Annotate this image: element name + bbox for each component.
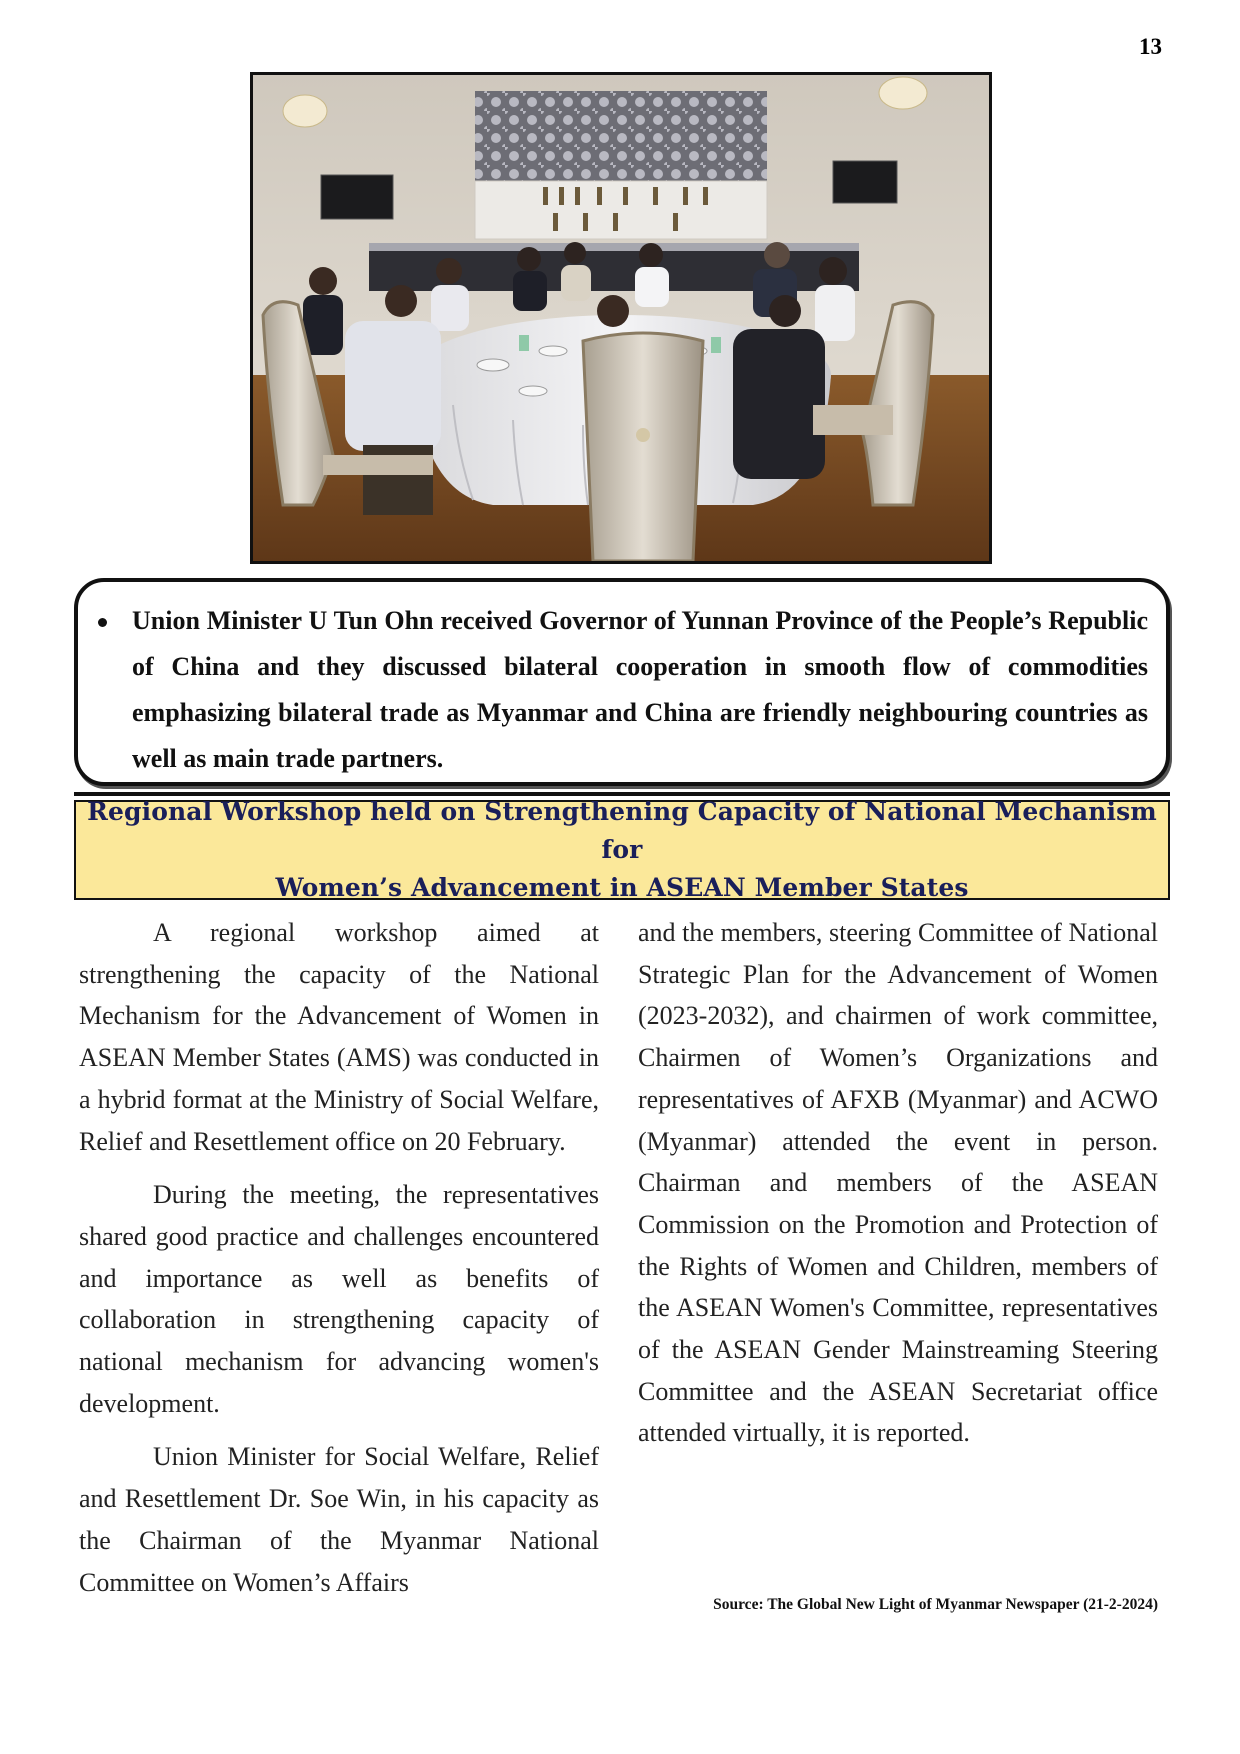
page-number: 13 <box>1139 34 1162 59</box>
article-title-line-1: Regional Workshop held on Strengthening Capacity of National Mechanism for <box>87 797 1157 864</box>
dinner-meeting-illustration <box>253 75 989 561</box>
article-paragraph: Union Minister for Social Welfare, Relief and Resettlement Dr. Soe Win, in his capacity as the Chairman of the Myanmar National Committee on Women’s Affairs <box>79 1442 599 1597</box>
source-credit: Source: The Global New Light of Myanmar Newspaper (21-2-2024) <box>713 1596 1158 1613</box>
article-title <box>76 793 1168 907</box>
meeting-photo <box>250 72 992 564</box>
callout-text: Union Minister U Tun Ohn received Governor of Yunnan Province of the People’s Republic of China and they discussed bilateral cooperation in smooth flow of commodities emphasizing bilateral trade as Myanmar and China are friendly neighbouring countries as well as main trade partners. <box>132 606 1148 773</box>
summary-callout-box <box>74 578 1170 786</box>
bullet-icon <box>98 618 107 627</box>
article-paragraph: and the members, steering Committee of National Strategic Plan for the Advancement of Women (2023-2032), and chairmen of work committee, Chairmen of Women’s Organizations and representatives of AFXB (Myanmar) and ACWO (Myanmar) attended the event in person. Chairman and members of the ASEAN Commission on the Promotion and Protection of the Rights of Women and Children, members of the ASEAN Women's Committee, representatives of the ASEAN Gender Mainstreaming Steering Committee and the ASEAN Secretariat office attended virtually, it is reported. <box>638 918 1158 1448</box>
article-left-column <box>79 912 599 1603</box>
article-heading-box <box>74 797 1170 902</box>
article-paragraph: A regional workshop aimed at strengthening the capacity of the National Mechanism for the Advancement of Women in ASEAN Member States (AMS) was conducted in a hybrid format at the Ministry of Social Welfare, Relief and Resettlement office on 20 February. <box>79 918 599 1156</box>
article-right-column <box>638 912 1158 1454</box>
article-title-line-2: Women’s Advancement in ASEAN Member States <box>275 873 969 902</box>
article-paragraph: During the meeting, the representatives shared good practice and challenges encountered and importance as well as benefits of collaboration in strengthening capacity of national mechanism for advancing women's development. <box>79 1180 599 1418</box>
